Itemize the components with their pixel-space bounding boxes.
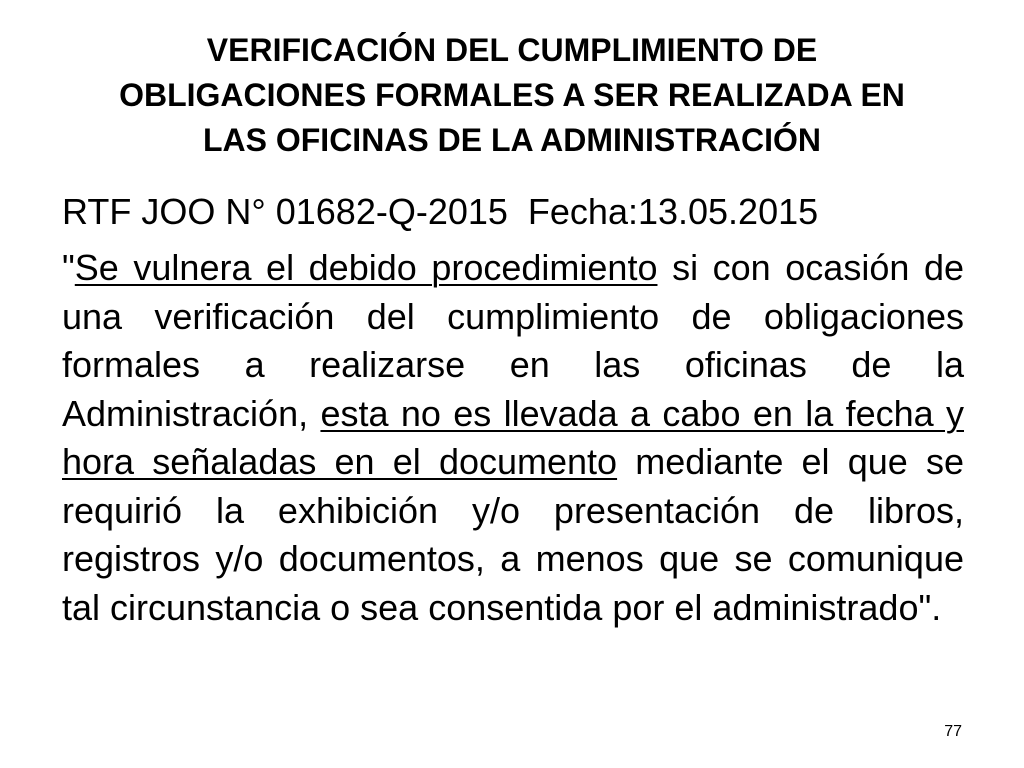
quote-underlined-phrase-1: Se vulnera el debido procedimiento [74, 247, 658, 288]
quote-paragraph [62, 244, 964, 632]
quote-open-mark: " [62, 247, 75, 288]
page-number: 77 [944, 723, 962, 740]
quote-underlined-phrase-2: esta no es llevada a cabo en la fecha y hora señaladas en el documento [62, 392, 964, 482]
slide-title-line-1: VERIFICACIÓN DEL CUMPLIMIENTO DE [206, 32, 818, 68]
slide-title [40, 28, 984, 163]
slide-title-line-2: OBLIGACIONES FORMALES A SER REALIZADA EN [119, 77, 905, 113]
quote-text-1: si con ocasión de una verificación del cumplimiento de obligaciones formales a realizarse en las oficinas de la Administración, [62, 247, 964, 434]
slide-title-line-3: LAS OFICINAS DE LA ADMINISTRACIÓN [202, 122, 822, 158]
quote-text-2: mediante el que se requirió la exhibición y/o presentación de libros, registros y/o documentos, a menos que se comunique tal circunstancia o sea consentida por el administrado". [62, 441, 964, 628]
resolution-reference: RTF JOO N° 01682-Q-2015 Fecha:13.05.2015 [62, 191, 819, 232]
